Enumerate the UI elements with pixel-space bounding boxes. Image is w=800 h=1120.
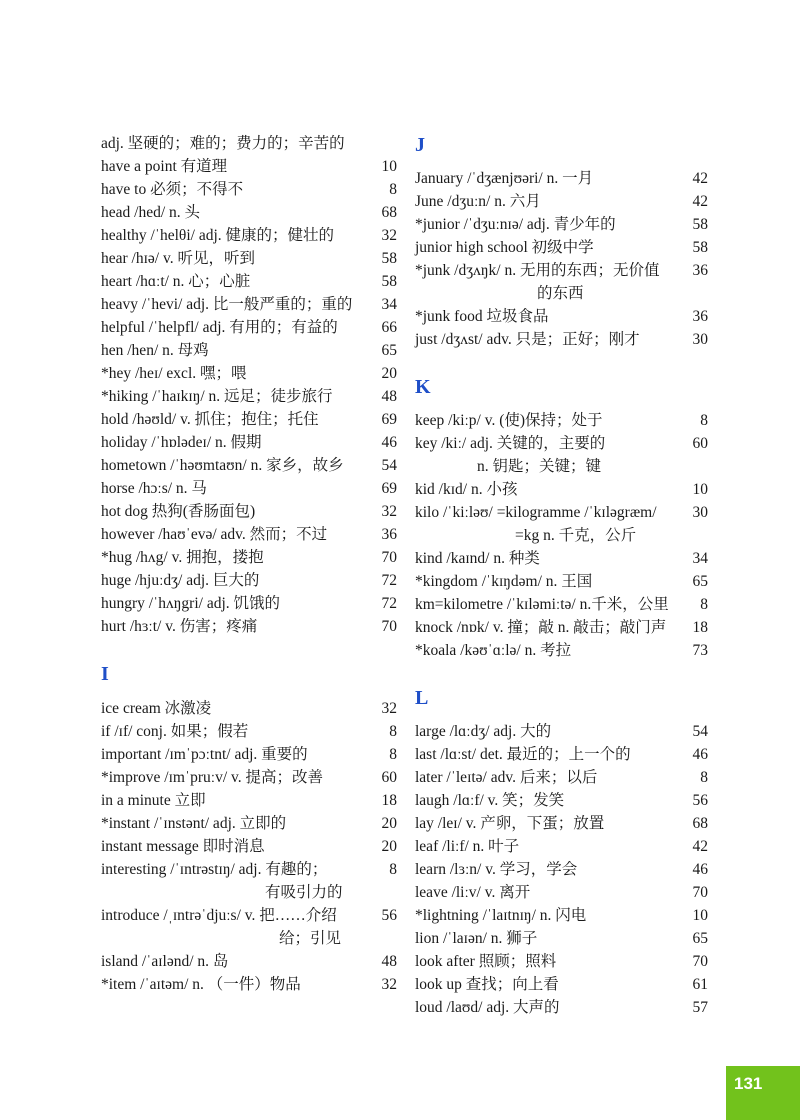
entry-text: hometown /ˈhəʊmtaʊn/ n. 家乡，故乡 — [101, 457, 344, 474]
entry-page: 8 — [389, 723, 397, 740]
entry-text: interesting /ˈɪntrəstɪŋ/ adj. 有趣的； — [101, 861, 328, 878]
entry-page: 42 — [692, 838, 708, 855]
entry-text: =kg n. 千克，公斤 — [515, 527, 637, 544]
entry-page: 30 — [692, 331, 708, 348]
entry-page: 34 — [692, 550, 708, 567]
entry-text: *hug /hʌg/ v. 拥抱，搂抱 — [101, 549, 264, 566]
entry-page: 72 — [381, 595, 397, 612]
entry-page: 48 — [381, 953, 397, 970]
entry-page: 57 — [692, 999, 708, 1016]
entry-text: junior high school 初级中学 — [415, 239, 594, 256]
entry-text: *koala /kəʊˈɑːlə/ n. 考拉 — [415, 642, 572, 659]
entry-text: *instant /ˈɪnstənt/ adj. 立即的 — [101, 815, 287, 832]
entry-page: 65 — [692, 930, 708, 947]
entry-page: 56 — [692, 792, 708, 809]
entry-page: 58 — [381, 273, 397, 290]
entry-text: January /ˈdʒænjʊəri/ n. 一月 — [415, 170, 594, 187]
entry-page: 10 — [381, 158, 397, 175]
entry-text: *lightning /ˈlaɪtnɪŋ/ n. 闪电 — [415, 907, 587, 924]
entry-page: 20 — [381, 365, 397, 382]
entry-text: *junior /ˈdʒuːnɪə/ adj. 青少年的 — [415, 216, 616, 233]
entry-page: 60 — [692, 435, 708, 452]
entry-page: 56 — [381, 907, 397, 924]
entry-text: heart /hɑːt/ n. 心；心脏 — [101, 273, 251, 290]
entry-text: hear /hɪə/ v. 听见，听到 — [101, 250, 255, 267]
entry-text: keep /kiːp/ v. (使)保持；处于 — [415, 412, 603, 429]
entry-text: n. 钥匙；关键；键 — [477, 458, 602, 475]
entry-text: hot dog 热狗(香肠面包) — [101, 503, 256, 520]
entry-page: 46 — [381, 434, 397, 451]
entry-page: 32 — [381, 976, 397, 993]
entry-text: *kingdom /ˈkɪŋdəm/ n. 王国 — [415, 573, 593, 590]
entry-page: 8 — [389, 861, 397, 878]
entry-page: 69 — [381, 411, 397, 428]
entry-text: 的东西 — [537, 285, 584, 302]
entry-page: 8 — [700, 769, 708, 786]
entry-page: 20 — [381, 815, 397, 832]
entry-page: 10 — [692, 481, 708, 498]
entry-page: 46 — [692, 861, 708, 878]
entry-page: 68 — [381, 204, 397, 221]
entry-page: 70 — [381, 549, 397, 566]
entry-text: *hey /heɪ/ excl. 嘿；喂 — [101, 365, 247, 382]
entry-page: 70 — [692, 884, 708, 901]
entry-page: 32 — [381, 700, 397, 717]
entry-page: 65 — [692, 573, 708, 590]
entry-text: hurt /hɜːt/ v. 伤害；疼痛 — [101, 618, 258, 635]
entry-page: 36 — [381, 526, 397, 543]
entry-text: have a point 有道理 — [101, 158, 228, 175]
entry-text: lion /ˈlaɪən/ n. 狮子 — [415, 930, 538, 947]
entry-page: 34 — [381, 296, 397, 313]
entry-text: leave /liːv/ v. 离开 — [415, 884, 531, 901]
entry-page: 10 — [692, 907, 708, 924]
entry-text: *item /ˈaɪtəm/ n. （一件）物品 — [101, 976, 301, 993]
entry-text: *junk food 垃圾食品 — [415, 308, 549, 325]
entry-text: ice cream 冰激凌 — [101, 700, 212, 717]
entry-page: 8 — [700, 412, 708, 429]
entry-text: key /kiː/ adj. 关键的，主要的 — [415, 435, 606, 452]
entry-text: 有吸引力的 — [265, 884, 343, 901]
entry-text: in a minute 立即 — [101, 792, 206, 809]
entry-text: loud /laʊd/ adj. 大声的 — [415, 999, 560, 1016]
entry-text: healthy /ˈhelθi/ adj. 健康的；健壮的 — [101, 227, 335, 244]
entry-text: holiday /ˈhɒlədeɪ/ n. 假期 — [101, 434, 262, 451]
entry-page: 8 — [389, 181, 397, 198]
entry-page: 66 — [381, 319, 397, 336]
entry-page: 69 — [381, 480, 397, 497]
entry-page: 36 — [692, 262, 708, 279]
entry-page: 32 — [381, 227, 397, 244]
entry-page: 48 — [381, 388, 397, 405]
entry-text: *hiking /ˈhaɪkɪŋ/ n. 远足；徒步旅行 — [101, 388, 333, 405]
entry-text: important /ɪmˈpɔːtnt/ adj. 重要的 — [101, 746, 308, 763]
entry-text: *improve /ɪmˈpruːv/ v. 提高；改善 — [101, 769, 324, 786]
entry-text: look up 查找；向上看 — [415, 976, 559, 993]
entry-text: knock /nɒk/ v. 撞；敲 n. 敲击；敲门声 — [415, 619, 667, 636]
entry-text: 给；引见 — [279, 930, 342, 947]
section-heading-l: L — [415, 687, 429, 709]
entry-page: 54 — [381, 457, 397, 474]
entry-text: last /lɑːst/ det. 最近的；上一个的 — [415, 746, 631, 763]
section-heading-k: K — [415, 376, 431, 398]
section-heading-j: J — [415, 134, 425, 156]
entry-text: kid /kɪd/ n. 小孩 — [415, 481, 518, 498]
entry-page: 58 — [692, 216, 708, 233]
entry-text: hen /hen/ n. 母鸡 — [101, 342, 209, 359]
entry-page: 54 — [692, 723, 708, 740]
entry-page: 70 — [381, 618, 397, 635]
entry-text: laugh /lɑːf/ v. 笑；发笑 — [415, 792, 565, 809]
entry-text: *junk /dʒʌŋk/ n. 无用的东西；无价值 — [415, 262, 660, 279]
entry-page: 65 — [381, 342, 397, 359]
entry-text: however /haʊˈevə/ adv. 然而；不过 — [101, 526, 328, 543]
entry-text: km=kilometre /ˈkɪləmiːtə/ n.千米，公里 — [415, 596, 669, 613]
entry-page: 70 — [692, 953, 708, 970]
entry-page: 42 — [692, 170, 708, 187]
entry-text: hungry /ˈhʌŋgri/ adj. 饥饿的 — [101, 595, 281, 612]
entry-page: 42 — [692, 193, 708, 210]
entry-page: 68 — [692, 815, 708, 832]
entry-text: learn /lɜːn/ v. 学习，学会 — [415, 861, 578, 878]
entry-text: lay /leɪ/ v. 产卵，下蛋；放置 — [415, 815, 605, 832]
entry-text: introduce /ˌɪntrəˈdjuːs/ v. 把……介绍 — [101, 907, 337, 924]
entry-page: 20 — [381, 838, 397, 855]
entry-text: kind /kaɪnd/ n. 种类 — [415, 550, 540, 567]
entry-page: 18 — [692, 619, 708, 636]
entry-page: 58 — [381, 250, 397, 267]
entry-page: 30 — [692, 504, 708, 521]
entry-text: helpful /ˈhelpfl/ adj. 有用的；有益的 — [101, 319, 338, 336]
entry-page: 46 — [692, 746, 708, 763]
entry-page: 36 — [692, 308, 708, 325]
entry-text: leaf /liːf/ n. 叶子 — [415, 838, 520, 855]
entry-text: horse /hɔːs/ n. 马 — [101, 480, 207, 497]
entry-text: June /dʒuːn/ n. 六月 — [415, 193, 541, 210]
section-heading-i: I — [101, 663, 109, 685]
entry-text: large /lɑːdʒ/ adj. 大的 — [415, 723, 552, 740]
entry-text: head /hed/ n. 头 — [101, 204, 201, 221]
entry-text: heavy /ˈhevi/ adj. 比一般严重的；重的 — [101, 296, 353, 313]
entry-page: 61 — [692, 976, 708, 993]
entry-text: island /ˈaɪlənd/ n. 岛 — [101, 953, 229, 970]
entry-page: 8 — [389, 746, 397, 763]
entry-text: look after 照顾；照料 — [415, 953, 557, 970]
entry-page: 73 — [692, 642, 708, 659]
entry-text: if /ɪf/ conj. 如果；假若 — [101, 723, 249, 740]
page-number: 131 — [734, 1074, 763, 1093]
entry-text: have to 必须；不得不 — [101, 181, 244, 198]
entry-text: just /dʒʌst/ adv. 只是；正好；刚才 — [415, 331, 640, 348]
entry-text: later /ˈleɪtə/ adv. 后来；以后 — [415, 769, 598, 786]
entry-page: 58 — [692, 239, 708, 256]
entry-page: 60 — [381, 769, 397, 786]
entry-text: hold /həʊld/ v. 抓住；抱住；托住 — [101, 411, 319, 428]
entry-text: kilo /ˈkiːləʊ/ =kilogramme /ˈkɪləgræm/ — [415, 504, 657, 521]
entry-text: instant message 即时消息 — [101, 838, 265, 855]
page-number-tab — [726, 1066, 800, 1120]
entry-page: 8 — [700, 596, 708, 613]
entry-page: 18 — [381, 792, 397, 809]
entry-page: 72 — [381, 572, 397, 589]
entry-text: huge /hjuːdʒ/ adj. 巨大的 — [101, 572, 260, 589]
entry-page: 32 — [381, 503, 397, 520]
